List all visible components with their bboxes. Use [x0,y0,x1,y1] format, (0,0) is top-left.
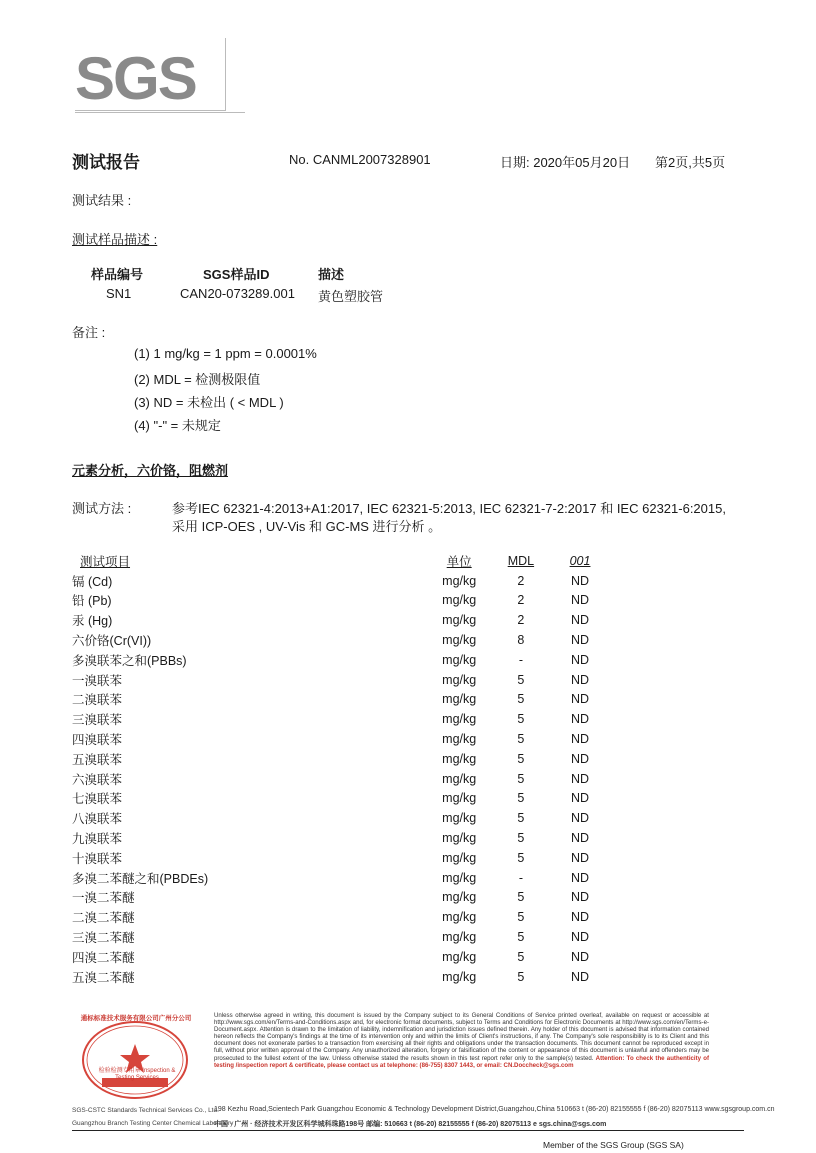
results-label: 测试结果 : [72,193,132,208]
report-date: 日期: 2020年05月20日 [500,155,631,170]
test-item: 七溴联苯 [72,792,123,807]
table-row [72,947,612,967]
sample-result: ND [570,712,590,727]
table-row [72,729,612,749]
test-item: 八溴联苯 [72,812,123,827]
sample-header-desc: 描述 [318,267,345,282]
table-row [72,907,612,927]
sample-result: ND [570,732,590,747]
unit: mg/kg [442,831,477,846]
sample-no: SN1 [106,286,132,301]
unit: mg/kg [442,751,477,766]
mdl-value: 5 [517,672,525,687]
sample-desc: 黄色塑胶管 [318,289,384,304]
sample-result: ND [570,850,590,865]
test-item: 四溴二苯醚 [72,950,135,965]
table-row [72,591,612,611]
stamp-org: 通标标准技术服务有限公司广州分公司 [80,1015,192,1022]
sample-result: ND [570,771,590,786]
unit: mg/kg [442,712,477,727]
table-row [72,808,612,828]
authenticity-notice: Attention: To check the authenticity of testing /inspection report & certificate, please contact us at telephone: (86-755) 8307 1443, or email: CN.Doccheck@sgs.com [214,1054,710,1069]
unit: mg/kg [442,890,477,905]
logo-rule [75,112,245,113]
mdl-value: - [518,870,523,885]
logo-text: SGS [75,45,196,112]
unit: mg/kg [442,732,477,747]
mdl-value: 5 [517,831,525,846]
test-item: 多溴二苯醚之和(PBDEs) [72,871,209,886]
unit: mg/kg [442,573,477,588]
unit: mg/kg [442,652,477,667]
note-item: (2) MDL = 检测极限值 [134,372,261,387]
sample-result: ND [570,573,590,588]
note-item: (4) "-" = 未规定 [134,418,221,433]
report-title: 测试报告 [72,153,140,172]
sample-result: ND [570,831,590,846]
mdl-value: 5 [517,890,525,905]
branch-name: Guangzhou Branch Testing Center Chemical Laboratory [72,1120,234,1127]
method-label: 测试方法 : [72,501,132,516]
sample-result: ND [570,870,590,885]
table-row [72,709,612,729]
test-item: 多溴联苯之和(PBBs) [72,653,187,668]
mdl-value: 5 [517,732,525,747]
mdl-value: 2 [517,573,525,588]
mdl-value: 8 [517,633,525,648]
table-row [72,828,612,848]
stamp-text: 检验检测专用章 Inspection & Testing Services [98,1068,176,1081]
sample-result: ND [570,593,590,608]
unit: mg/kg [442,593,477,608]
mdl-value: 5 [517,771,525,786]
sample-result: ND [570,791,590,806]
test-item: 三溴二苯醚 [72,931,135,946]
sample-header-no: 样品编号 [91,267,144,282]
table-row [72,927,612,947]
note-item: (3) ND = 未检出 ( < MDL ) [134,395,284,410]
unit: mg/kg [442,910,477,925]
sample-result: ND [570,751,590,766]
unit: mg/kg [442,633,477,648]
table-row [72,749,612,769]
mdl-value: - [518,652,523,667]
sample-result: ND [570,652,590,667]
page-indicator: 第2页,共5页 [655,155,726,170]
unit: mg/kg [442,969,477,984]
col-header-mdl: MDL [507,553,535,568]
sample-result: ND [570,633,590,648]
test-item: 三溴联苯 [72,713,123,728]
sample-header-id: SGS样品ID [203,267,270,282]
table-row [72,571,612,591]
table-row [72,967,612,987]
mdl-value: 5 [517,791,525,806]
col-header-item: 测试项目 [80,554,131,569]
table-row [72,690,612,710]
method-line-2: 采用 ICP-OES , UV-Vis 和 GC-MS 进行分析 。 [172,519,442,534]
terms-text: Unless otherwise agreed in writing, this document is issued by the Company subject to its General Conditions of Service printed overleaf, available on request or accessible at http://www.sgs.com/en/Terms-and-Conditions.aspx and, for electronic format documents, subject to Terms and Conditions for Electronic Documents at http://www.sgs.com/en/Terms-e-Document.aspx. Attention is drawn to the limitation of liability, indemnification and jurisdiction issues defined therein. Any holder of this document is advised that information contained hereon reflects the Company's findings at the time of its intervention only and within the limits of Client's instructions, if any. The Company's sole responsibility is to its Client and this document does not exonerate parties to a transaction from exercising all their rights and obligations under the transaction documents. This document cannot be reproduced except in full, without prior written approval of the Company. Any unauthorized alteration, forgery or falsification of the content or appearance of this document is unlawful and offenders may be prosecuted to the fullest extent of the law. Unless otherwise stated the results shown in this test report refer only to the sample(s) tested. [214,1012,709,1062]
unit: mg/kg [442,850,477,865]
sample-result: ND [570,672,590,687]
col-header-unit: 单位 [446,554,472,569]
sample-result: ND [570,969,590,984]
mdl-value: 2 [517,613,525,628]
mdl-value: 5 [517,930,525,945]
test-item: 一溴联苯 [72,673,123,688]
table-body [72,571,612,987]
inspection-stamp [72,1010,198,1102]
test-item: 五溴二苯醚 [72,970,135,985]
unit: mg/kg [442,613,477,628]
unit: mg/kg [442,949,477,964]
sample-result: ND [570,910,590,925]
mdl-value: 5 [517,850,525,865]
table-row [72,630,612,650]
table-row [72,769,612,789]
address-english: 198 Kezhu Road,Scientech Park Guangzhou Economic & Technology Development District,Guangzhou,China 510663 t (86-20) 82155555 f (86-20) 82075113 www.sgsgroup.com.cn [214,1106,775,1113]
method-line-1: 参考IEC 62321-4:2013+A1:2017, IEC 62321-5:2013, IEC 62321-7-2:2017 和 IEC 62321-6:2015, [172,501,726,516]
table-row [72,789,612,809]
member-note: Member of the SGS Group (SGS SA) [543,1140,684,1150]
sample-description-label: 测试样品描述 : [72,232,158,247]
results-table [72,551,612,987]
test-item: 镉 (Cd) [72,574,113,589]
test-item: 汞 (Hg) [72,614,113,629]
unit: mg/kg [442,870,477,885]
test-item: 五溴联苯 [72,752,123,767]
mdl-value: 2 [517,593,525,608]
test-item: 六价铬(Cr(VI)) [72,634,152,649]
sgs-logo [75,38,245,116]
notes-label: 备注 : [72,325,106,340]
mdl-value: 5 [517,712,525,727]
unit: mg/kg [442,692,477,707]
test-item: 二溴联苯 [72,693,123,708]
company-name: SGS-CSTC Standards Technical Services Co., Ltd. [72,1107,219,1114]
test-item: 二溴二苯醚 [72,911,135,926]
test-item: 六溴联苯 [72,772,123,787]
sample-result: ND [570,692,590,707]
sample-result: ND [570,930,590,945]
mdl-value: 5 [517,949,525,964]
table-row [72,610,612,630]
table-row [72,848,612,868]
sample-result: ND [570,949,590,964]
mdl-value: 5 [517,692,525,707]
test-item: 四溴联苯 [72,733,123,748]
report-number: No. CANML2007328901 [289,152,431,167]
mdl-value: 5 [517,811,525,826]
sample-result: ND [570,811,590,826]
mdl-value: 5 [517,910,525,925]
note-item: (1) 1 mg/kg = 1 ppm = 0.0001% [134,346,317,361]
unit: mg/kg [442,811,477,826]
unit: mg/kg [442,771,477,786]
table-header-row [72,551,612,571]
mdl-value: 5 [517,969,525,984]
sample-result: ND [570,613,590,628]
table-row [72,888,612,908]
mdl-value: 5 [517,751,525,766]
unit: mg/kg [442,672,477,687]
test-item: 铅 (Pb) [72,594,112,609]
section-title: 元素分析，六价铬，阻燃剂 [72,463,229,478]
test-item: 十溴联苯 [72,851,123,866]
address-chinese: 中国 · 广州 · 经济技术开发区科学城科珠路198号 邮编: 510663 t (86-20) 82155555 f (86-20) 82075113 e sgs.china@sgs.com [214,1121,607,1128]
col-header-sample: 001 [569,553,591,568]
footer-rule [72,1130,744,1131]
sample-id: CAN20-073289.001 [180,286,295,301]
unit: mg/kg [442,791,477,806]
table-row [72,868,612,888]
terms-fine-print [214,1012,709,1069]
unit: mg/kg [442,930,477,945]
table-row [72,670,612,690]
sample-result: ND [570,890,590,905]
test-item: 一溴二苯醚 [72,891,135,906]
table-row [72,650,612,670]
test-item: 九溴联苯 [72,832,123,847]
